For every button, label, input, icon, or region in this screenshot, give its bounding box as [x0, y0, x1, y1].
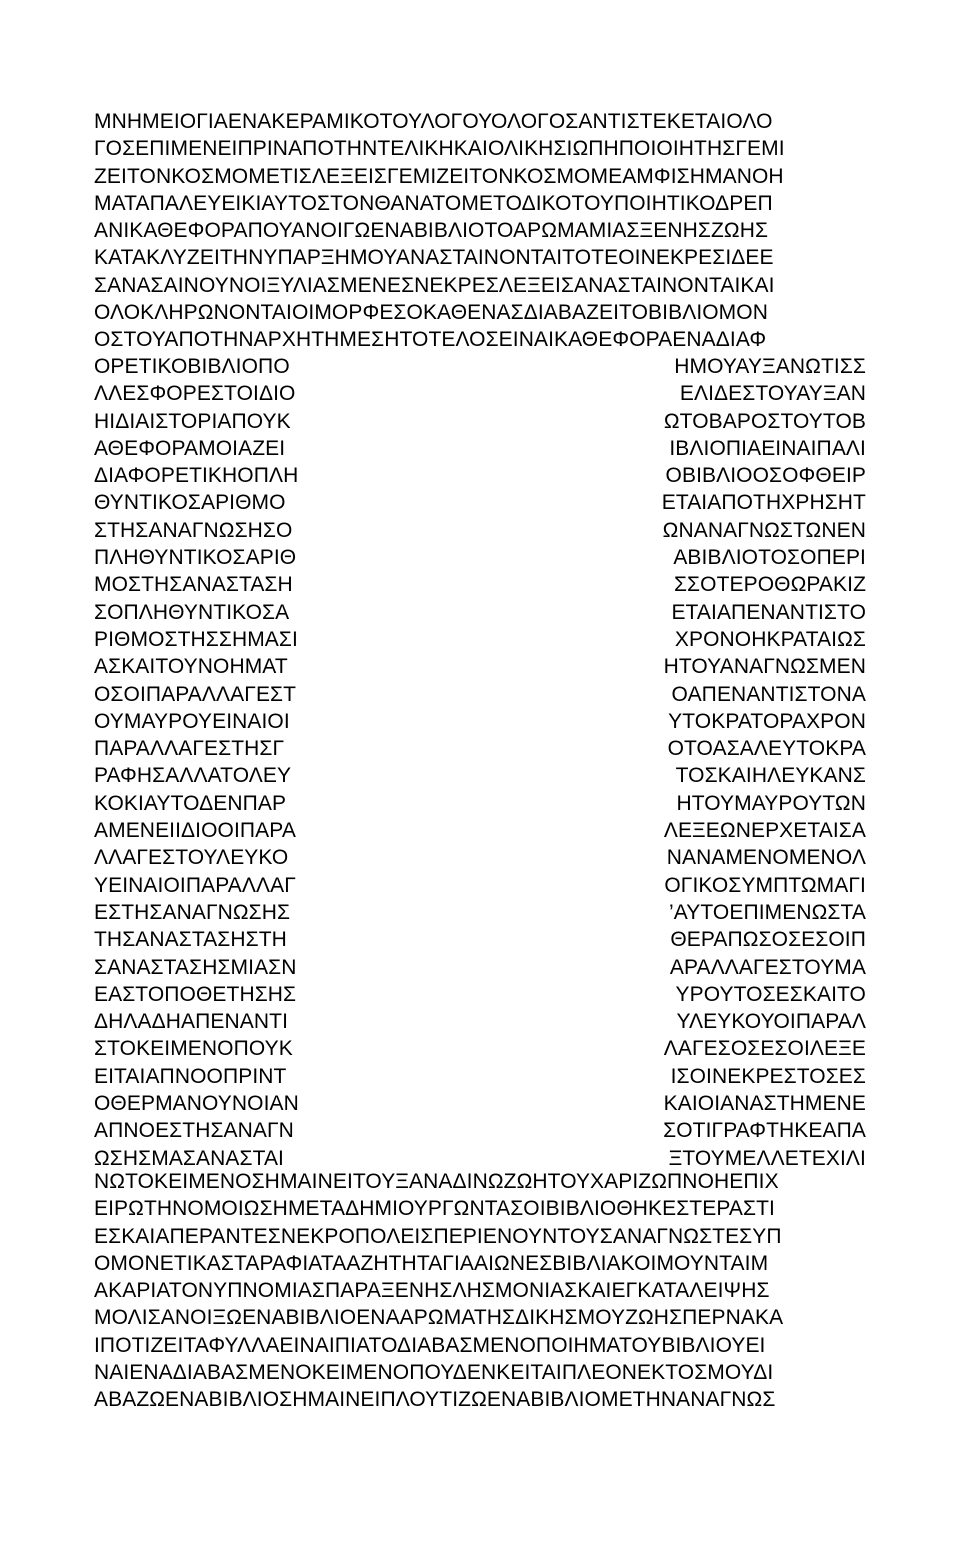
text-line: ΓΟΣΕΠΙΜΕΝΕΙΠΡΙΝΑΠΟΤΗΝΤΕΛΙΚΗΚΑΙΟΛΙΚΗΣΙΩΠΗΠΟΙΟΙΗΤΗΣΓΕΜΙ [94, 137, 785, 161]
text-line: ΜΟΛΙΣΑΝΟΙΞΩΕΝΑΒΙΒΛΙΟΕΝΑΑΡΩΜΑΤΗΣΔΙΚΗΣΜΟΥΖΩΗΣΠΕΡΝΑΚΑ [94, 1306, 784, 1330]
left-column [94, 353, 324, 1172]
text-line: ΝΑΙΕΝΑΔΙΑΒΑΣΜΕΝΟΚΕΙΜΕΝΟΠΟΥΔΕΝΚΕΙΤΑΙΠΛΕΟΝΕΚΤΟΣΜΟΥΔΙ [94, 1361, 774, 1385]
text-line: ΕΙΤΑΙΑΠΝΟΟΠΡΙΝΤ [94, 1064, 287, 1088]
text-line: ΗΤΟΥΜΑΥΡΟΥΤΩΝ [676, 791, 866, 815]
text-line: ΙΠΟΤΙΖΕΙΤΑΦΥΛΛΑΕΙΝΑΙΠΙΑΤΟΔΙΑΒΑΣΜΕΝΟΠΟΙΗΜΑΤΟΥΒΙΒΛΙΟΥΕΙ [94, 1333, 766, 1357]
text-line: ΑΝΙΚΑΘΕΦΟΡΑΠΟΥΑΝΟΙΓΩΕΝΑΒΙΒΛΙΟΤΟΑΡΩΜΑΜΙΑΣΞΕΝΗΣΖΩΗΣ [94, 219, 769, 243]
text-line: ΜΟΣΤΗΣΑΝΑΣΤΑΣΗ [94, 573, 293, 597]
text-line: ΑΒΙΒΛΙΟΤΟΣΟΠΕΡΙ [673, 546, 866, 570]
text-line: ΩΝΑΝΑΓΝΩΣΤΩΝΕΝ [662, 518, 866, 542]
text-line: ΑΜΕΝΕΙΙΔΙΟΟΙΠΑΡΑ [94, 819, 296, 843]
text-line: ΡΙΘΜΟΣΤΗΣΣΗΜΑΣΙ [94, 627, 298, 651]
text-line: ΣΤΗΣΑΝΑΓΝΩΣΗΣΟ [94, 518, 293, 542]
text-line: ΟΘΕΡΜΑΝΟΥΝΟΙΑΝ [94, 1092, 299, 1116]
text-line: ΝΑΝΑΜΕΝΟΜΕΝΟΛ [666, 846, 866, 870]
text-line: ΡΑΦΗΣΑΛΛΑΤΟΛΕΥ [94, 764, 292, 788]
text-line: ΩΤΟΒΑΡΟΣΤΟΥΤΟΒ [663, 409, 866, 433]
text-line: ΠΛΗΘΥΝΤΙΚΟΣΑΡΙΘ [94, 546, 297, 570]
text-line: ΗΤΟΥΑΝΑΓΝΩΣΜΕΝ [663, 655, 866, 679]
text-line: ΟΡΕΤΙΚΟΒΙΒΛΙΟΠΟ [94, 355, 290, 378]
text-line: ΟΓΙΚΟΣΥΜΠΤΩΜΑΓΙ [664, 873, 866, 897]
text-line: ΚΑΤΑΚΛΥΖΕΙΤΗΝΥΠΑΡΞΗΜΟΥΑΝΑΣΤΑΙΝΟΝΤΑΙΤΟΤΕΟΙΝΕΚΡΕΣΙΔΕΕ [94, 246, 774, 270]
text-line: ΑΚΑΡΙΑΤΟΝΥΠΝΟΜΙΑΣΠΑΡΑΞΕΝΗΣΛΗΣΜΟΝΙΑΣΚΑΙΕΓΚΑΤΑΛΕΙΨΗΣ [94, 1279, 770, 1303]
poem-top-block [94, 108, 866, 354]
text-line: ΛΛΑΓΕΣΤΟΥΛΕΥΚΟ [94, 846, 289, 870]
text-line: ΚΑΙΟΙΑΝΑΣΤΗΜΕΝΕ [663, 1092, 866, 1116]
text-line: ΜΑΤΑΠΑΛΕΥΕΙΚΙΑΥΤΟΣΤΟΝΘΑΝΑΤΟΜΕΤΟΔΙΚΟΤΟΥΠΟΙΗΤΙΚΟΔΡΕΠ [94, 191, 773, 215]
text-line: ΣΟΤΙΓΡΑΦΤΗΚΕΑΠΑ [663, 1119, 866, 1143]
text-line: ΥΤΟΚΡΑΤΟΡΑΧΡΟΝ [668, 709, 866, 733]
text-line: ΤΗΣΑΝΑΣΤΑΣΗΣΤΗ [94, 928, 287, 952]
text-line: ΛΛΕΣΦΟΡΕΣΤΟΙΔΙΟ [94, 382, 296, 406]
text-line: ΟΥΜΑΥΡΟΥΕΙΝΑΙΟΙ [94, 709, 290, 733]
text-line: ΣΑΝΑΣΤΑΣΗΣΜΙΑΣΝ [94, 955, 297, 979]
text-line: ΕΑΣΤΟΠΟΘΕΤΗΣΗΣ [94, 982, 297, 1006]
text-line: ΕΤΑΙΑΠΟΤΗΧΡΗΣΗΤ [661, 491, 866, 515]
poem-bottom-block [94, 1168, 866, 1414]
text-line: ΙΒΛΙΟΠΙΑΕΙΝΑΙΠΑΛΙ [669, 436, 866, 460]
text-line: ΞΤΟΥΜΕΛΛΕΤΕΧΙΛΙ [668, 1146, 866, 1170]
text-line: ΣΣΟΤΕΡΟΘΩΡΑΚΙΖ [673, 573, 866, 597]
text-line: ΟΣΤΟΥΑΠΟΤΗΝΑΡΧΗΤΗΜΕΣΗΤΟΤΕΛΟΣΕΙΝΑΙΚΑΘΕΦΟΡΑΕΝΑΔΙΑΦ [94, 328, 767, 352]
text-line: ΕΣΤΗΣΑΝΑΓΝΩΣΗΣ [94, 900, 291, 924]
text-line: ΣΟΠΛΗΘΥΝΤΙΚΟΣΑ [94, 600, 290, 624]
text-line: ΩΣΗΣΜΑΣΑΝΑΣΤΑΙ [94, 1146, 284, 1170]
text-line: ΜΝΗΜΕΙΟΓΙΑΕΝΑΚΕΡΑΜΙΚΟΤΟΥΛΟΓΟΥΟΛΟΓΟΣΑΝΤΙΣΤΕΚΕΤΑΙΟΛΟ [94, 110, 773, 133]
text-line: ΟΑΠΕΝΑΝΤΙΣΤΟΝΑ [671, 682, 866, 706]
text-line: ’ΑΥΤΟΕΠΙΜΕΝΩΣΤΑ [668, 900, 866, 924]
text-line: ΑΠΝΟΕΣΤΗΣΑΝΑΓΝ [94, 1119, 294, 1143]
text-line: ΠΑΡΑΛΛΑΓΕΣΤΗΣΓ [94, 737, 285, 761]
text-line: ΟΜΟΝΕΤΙΚΑΣΤΑΡΑΦΙΑΤΑΑΖΗΤΗΤΑΓΙΑΑΙΩΝΕΣΒΙΒΛΙΑΚΟΙΜΟΥΝΤΑΙΜ [94, 1251, 769, 1275]
text-line: ΘΥΝΤΙΚΟΣΑΡΙΘΜΟ [94, 491, 286, 515]
text-line: ΕΤΑΙΑΠΕΝΑΝΤΙΣΤΟ [671, 600, 866, 624]
text-line: ΚΟΚΙΑΥΤΟΔΕΝΠΑΡ [94, 791, 287, 815]
text-line: ΔΙΑΦΟΡΕΤΙΚΗΟΠΛΗ [94, 464, 299, 488]
text-line: ΘΕΡΑΠΩΣΟΣΕΣΟΙΠ [670, 928, 866, 952]
text-line: ΝΩΤΟΚΕΙΜΕΝΟΣΗΜΑΙΝΕΙΤΟΥΞΑΝΑΔΙΝΩΖΩΗΤΟΥΧΑΡΙΖΩΠΝΟΗΕΠΙΧ [94, 1170, 779, 1193]
text-line: ΑΘΕΦΟΡΑΜΟΙΑΖΕΙ [94, 436, 286, 460]
text-line: ΑΣΚΑΙΤΟΥΝΟΗΜΑΤ [94, 655, 288, 679]
text-line: ΖΕΙΤΟΝΚΟΣΜΟΜΕΤΙΣΛΕΞΕΙΣΓΕΜΙΖΕΙΤΟΝΚΟΣΜΟΜΕΑΜΦΙΣΗΜΑΝΟΗ [94, 164, 784, 188]
text-line: ΥΛΕΥΚΟΥΟΙΠΑΡΑΛ [676, 1010, 866, 1034]
text-line: ΟΤΟΑΣΑΛΕΥΤΟΚΡΑ [667, 737, 866, 761]
text-line: ΔΗΛΑΔΗΑΠΕΝΑΝΤΙ [94, 1010, 288, 1034]
text-line: ΗΙΔΙΑΙΣΤΟΡΙΑΠΟΥΚ [94, 409, 291, 433]
text-line: ΕΙΡΩΤΗΝΟΜΟΙΩΣΗΜΕΤΑΔΗΜΙΟΥΡΓΩΝΤΑΣΟΙΒΙΒΛΙΟΘΗΚΕΣΤΕΡΑΣΤΙ [94, 1197, 775, 1221]
text-line: ΟΛΟΚΛΗΡΩΝΟΝΤΑΙΟΙΜΟΡΦΕΣΟΚΑΘΕΝΑΣΔΙΑΒΑΖΕΙΤΟΒΙΒΛΙΟΜΟΝ [94, 301, 768, 325]
text-line: ΤΟΣΚΑΙΗΛΕΥΚΑΝΣ [675, 764, 866, 788]
text-line: ΣΤΟΚΕΙΜΕΝΟΠΟΥΚ [94, 1037, 293, 1061]
text-line: ΧΡΟΝΟΗΚΡΑΤΑΙΩΣ [674, 627, 866, 651]
text-line: ΛΑΓΕΣΟΣΕΣΟΙΛΕΞΕ [663, 1037, 866, 1061]
text-line: ΟΣΟΙΠΑΡΑΛΛΑΓΕΣΤ [94, 682, 297, 706]
text-line: ΥΕΙΝΑΙΟΙΠΑΡΑΛΛΑΓ [94, 873, 296, 897]
text-line: ΕΣΚΑΙΑΠΕΡΑΝΤΕΣΝΕΚΡΟΠΟΛΕΙΣΠΕΡΙΕΝΟΥΝΤΟΥΣΑΝΑΓΝΩΣΤΕΣΥΠ [94, 1224, 782, 1248]
text-line: ΛΕΞΕΩΝΕΡΧΕΤΑΙΣΑ [663, 819, 866, 843]
text-line: ΙΣΟΙΝΕΚΡΕΣΤΟΣΕΣ [670, 1064, 866, 1088]
right-column [638, 353, 866, 1172]
text-line: ΗΜΟΥΑΥΞΑΝΩΤΙΣΣ [674, 355, 866, 378]
text-line: ΕΛΙΔΕΣΤΟΥΑΥΞΑΝ [679, 382, 866, 406]
text-line: ΑΡΑΛΛΑΓΕΣΤΟΥΜΑ [669, 955, 866, 979]
text-line: ΣΑΝΑΣΑΙΝΟΥΝΟΙΞΥΛΙΑΣΜΕΝΕΣΝΕΚΡΕΣΛΕΞΕΙΣΑΝΑΣΤΑΙΝΟΝΤΑΙΚΑΙ [94, 273, 775, 297]
text-line: ΑΒΑΖΩΕΝΑΒΙΒΛΙΟΣΗΜΑΙΝΕΙΠΛΟΥΤΙΖΩΕΝΑΒΙΒΛΙΟΜΕΤΗΝΑΝΑΓΝΩΣ [94, 1388, 776, 1412]
text-line: ΟΒΙΒΛΙΟΟΣΟΦΘΕΙΡ [665, 464, 866, 488]
text-line: ΥΡΟΥΤΟΣΕΣΚΑΙΤΟ [675, 982, 866, 1006]
